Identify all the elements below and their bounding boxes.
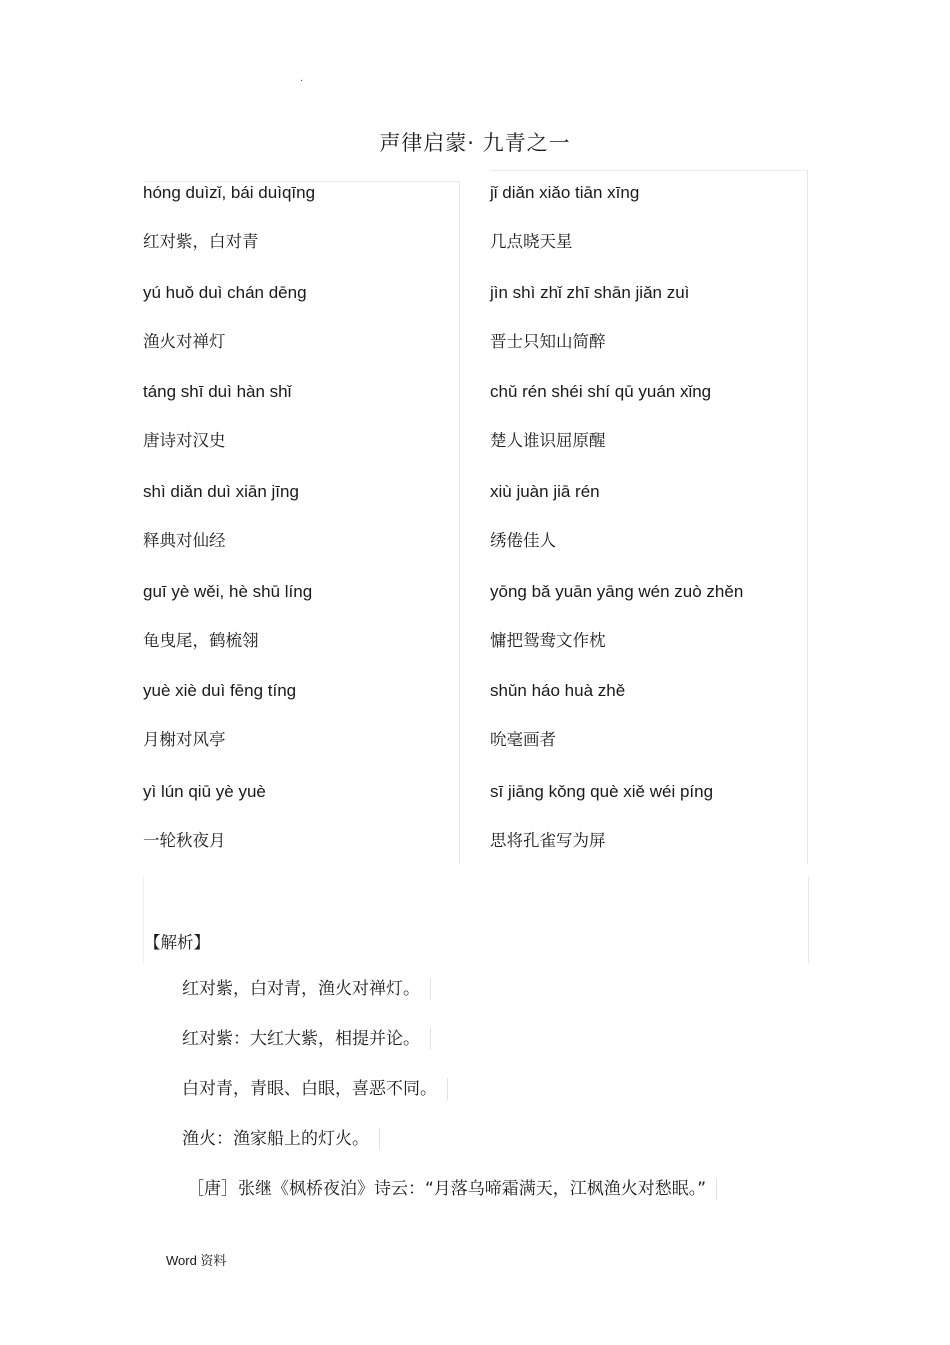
hanzi-line: 绣倦佳人 (490, 531, 556, 550)
analysis-line: 白对青，青眼、白眼，喜恶不同。 (182, 1078, 448, 1100)
hanzi-line: 月榭对风亭 (143, 730, 226, 749)
pinyin-line: yì lún qiū yè yuè (143, 782, 266, 801)
pinyin-line: sī jiāng kǒng què xiě wéi píng (490, 782, 714, 801)
hanzi-line: 思将孔雀写为屏 (490, 831, 606, 850)
header-mark: · (300, 76, 304, 87)
pinyin-line: shǔn háo huà zhě (490, 681, 626, 700)
pinyin-line: hóng duìzǐ, bái duìqīng (143, 183, 316, 202)
hanzi-line: 龟曳尾，鹤梳翎 (143, 631, 259, 650)
page-title: 声律启蒙· 九青之一 (379, 131, 571, 155)
footer-label: Word 资料 (166, 1253, 227, 1268)
pinyin-line: yú huǒ duì chán dēng (143, 283, 307, 302)
analysis-frame (143, 877, 809, 963)
right-column (490, 170, 808, 864)
pinyin-line: shì diǎn duì xiān jīng (143, 482, 299, 501)
hanzi-line: 楚人谁识屈原醒 (490, 431, 606, 450)
hanzi-line: 慵把鸳鸯文作枕 (490, 631, 606, 650)
hanzi-line: 几点晓天星 (490, 232, 573, 251)
hanzi-line: 唐诗对汉史 (143, 431, 226, 450)
hanzi-line: 渔火对禅灯 (143, 332, 226, 351)
analysis-heading: 【解析】 (144, 933, 210, 952)
pinyin-line: yuè xiè duì fēng tíng (143, 681, 297, 700)
hanzi-line: 一轮秋夜月 (143, 831, 226, 850)
pinyin-line: jìn shì zhǐ zhī shān jiǎn zuì (490, 283, 690, 302)
hanzi-line: 晋士只知山简醉 (490, 332, 606, 351)
left-column (143, 181, 460, 864)
pinyin-line: chǔ rén shéi shí qū yuán xǐng (490, 382, 712, 401)
pinyin-line: yōng bǎ yuān yāng wén zuò zhěn (490, 582, 744, 601)
analysis-line: 红对紫，白对青，渔火对禅灯。 (182, 978, 431, 1000)
hanzi-line: 释典对仙经 (143, 531, 226, 550)
pinyin-line: guī yè wěi, hè shū líng (143, 582, 313, 601)
hanzi-line: 红对紫，白对青 (143, 232, 259, 251)
pinyin-line: xiù juàn jiā rén (490, 482, 600, 501)
pinyin-line: táng shī duì hàn shǐ (143, 382, 292, 401)
analysis-line: 红对紫：大红大紫，相提并论。 (182, 1028, 431, 1050)
pinyin-line: jǐ diǎn xiǎo tiān xīng (490, 183, 640, 202)
analysis-line: 渔火：渔家船上的灯火。 (182, 1128, 380, 1150)
analysis-line: ［唐］张继《枫桥夜泊》诗云：“月落乌啼霜满天，江枫渔火对愁眠。” (187, 1178, 717, 1200)
hanzi-line: 吮毫画者 (490, 730, 556, 749)
